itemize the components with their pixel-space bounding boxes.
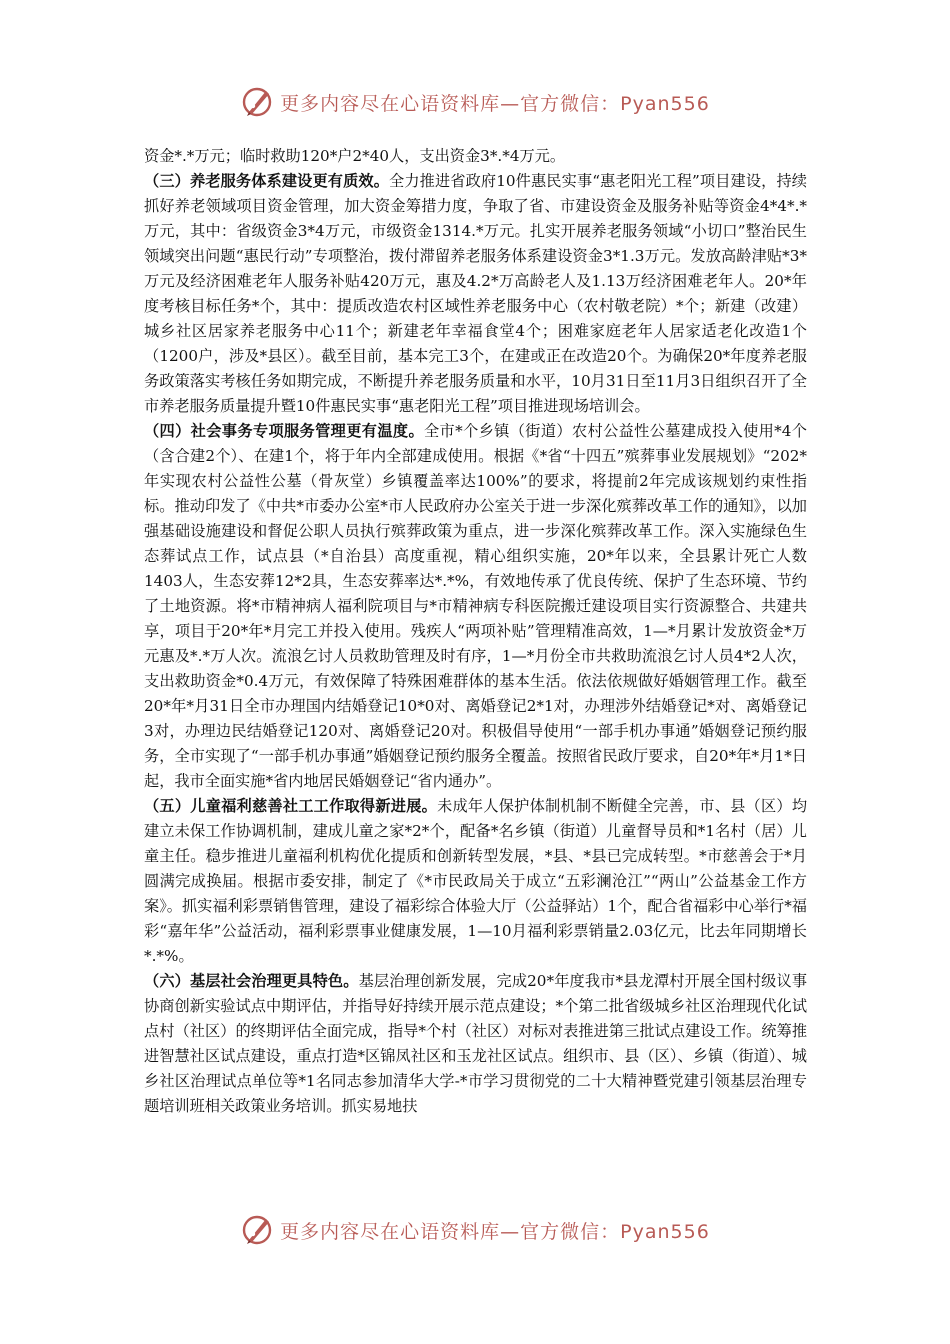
paragraph-3-text: 全市*个乡镇（街道）农村公益性公墓建成投入使用*4个（含合建2个）、在建1个，将于年内全部建成使用。根据《*省“十四五”殡葬事业发展规划》“202*年实现农村公益性公墓（骨灰堂）乡镇覆盖率达100%”的要求，将提前2年完成该规划约束性指标。推动印发了《中共*市委办公室*市人民政府办公室关于进一步深化殡葬改革工作的通知》，以加强基础设施建设和督促公职人员执行殡葬政策为重点，进一步深化殡葬改革工作。深入实施绿色生态葬试点工作，试点县（*自治县）高度重视，精心组织实施，20*年以来，全县累计死亡人数1403人，生态安葬12*2具，生态安葬率达*.*%，有效地传承了优良传统、保护了生态环境、节约了土地资源。将*市精神病人福利院项目与*市精神病专科医院搬迁建设项目实行资源整合、共建共享，项目于20*年*月完工并投入使用。残疾人“两项补贴”管理精准高效，1—*月累计发放资金*万元惠及*.*万人次。流浪乞讨人员救助管理及时有序，1—*月份全市共救助流浪乞讨人员4*2人次，支出救助资金*0.4万元，有效保障了特殊困难群体的基本生活。依法依规做好婚姻管理工作。截至20*年*月31日全市办理国内结婚登记10*0对、离婚登记2*1对，办理涉外结婚登记*对、离婚登记3对，办理边民结婚登记120对、离婚登记20对。积极倡导使用“一部手机办事通”婚姻登记预约服务，全市实现了“一部手机办事通”婚姻登记预约服务全覆盖。按照省民政厅要求，自20*年*月1*日起，我市全面实施*省内地居民婚姻登记“省内通办”。 — [144, 422, 807, 790]
paragraph-4-heading: （五）儿童福利慈善社工工作取得新进展。 — [144, 797, 438, 815]
paragraph-4 — [144, 794, 807, 969]
footer-banner — [0, 1210, 950, 1250]
paragraph-5-heading: （六）基层社会治理更具特色。 — [144, 972, 359, 990]
pen-logo-icon — [240, 85, 274, 119]
paragraph-1 — [144, 144, 807, 169]
paragraph-4-text: 未成年人保护体制机制不断健全完善，市、县（区）均建立未保工作协调机制，建成儿童之家*2*个，配备*名乡镇（街道）儿童督导员和*1名村（居）儿童主任。稳步推进儿童福利机构优化提质和创新转型发展，*县、*县已完成转型。*市慈善会于*月圆满完成换届。根据市委安排，制定了《*市民政局关于成立“五彩澜沧江”“两山”公益基金工作方案》。抓实福利彩票销售管理，建设了福彩综合体验大厅（公益驿站）1个，配合省福彩中心举行*福彩“嘉年华”公益活动，福利彩票事业健康发展，1—10月福利彩票销量2.03亿元，比去年同期增长*.*%。 — [144, 797, 808, 965]
paragraph-2 — [144, 169, 807, 419]
paragraph-5 — [144, 969, 807, 1119]
paragraph-5-text: 基层治理创新发展，完成20*年度我市*县龙潭村开展全国村级议事协商创新实验试点中期评估，并指导好持续开展示范点建设；*个第二批省级城乡社区治理现代化试点村（社区）的终期评估全面完成，指导*个村（社区）对标对表推进第三批试点建设工作。统筹推进智慧社区试点建设，重点打造*区锦凤社区和玉龙社区试点。组织市、县（区）、乡镇（街道）、城乡社区治理试点单位等*1名同志参加清华大学-*市学习贯彻党的二十大精神暨党建引领基层治理专题培训班相关政策业务培训。抓实易地扶 — [144, 972, 808, 1115]
paragraph-3-heading: （四）社会事务专项服务管理更有温度。 — [144, 422, 424, 440]
banner-text: 更多内容尽在心语资料库—官方微信：Pyan556 — [280, 1220, 710, 1243]
banner-text: 更多内容尽在心语资料库—官方微信：Pyan556 — [280, 92, 710, 115]
paragraph-1-text: 资金*.*万元；临时救助120*户2*40人，支出资金3*.*4万元。 — [144, 147, 566, 165]
paragraph-2-heading: （三）养老服务体系建设更有质效。 — [144, 172, 390, 190]
paragraph-3 — [144, 419, 807, 794]
document-body — [144, 144, 807, 1119]
paragraph-2-text: 全力推进省政府10件惠民实事“惠老阳光工程”项目建设，持续抓好养老领域项目资金管理，加大资金筹措力度，争取了省、市建设资金及服务补贴等资金4*4*.*万元，其中：省级资金3*4万元，市级资金1314.*万元。扎实开展养老服务领域“小切口”整治民生领域突出问题“惠民行动”专项整治，拨付滞留养老服务体系建设资金3*1.3万元。发放高龄津贴*3*万元及经济困难老年人服务补贴420万元，惠及4.2*万高龄老人及1.13万经济困难老年人。20*年度考核目标任务*个，其中：提质改造农村区域性养老服务中心（农村敬老院）*个；新建（改建）城乡社区居家养老服务中心11个；新建老年幸福食堂4个；困难家庭老年人居家适老化改造1个（1200户，涉及*县区）。截至目前，基本完工3个，在建或正在改造20个。为确保20*年度养老服务政策落实考核任务如期完成，不断提升养老服务质量和水平，10月31日至11月3日组织召开了全市养老服务质量提升暨10件惠民实事“惠老阳光工程”项目推进现场培训会。 — [144, 172, 807, 415]
pen-logo-icon — [240, 1213, 274, 1247]
header-banner — [0, 82, 950, 122]
